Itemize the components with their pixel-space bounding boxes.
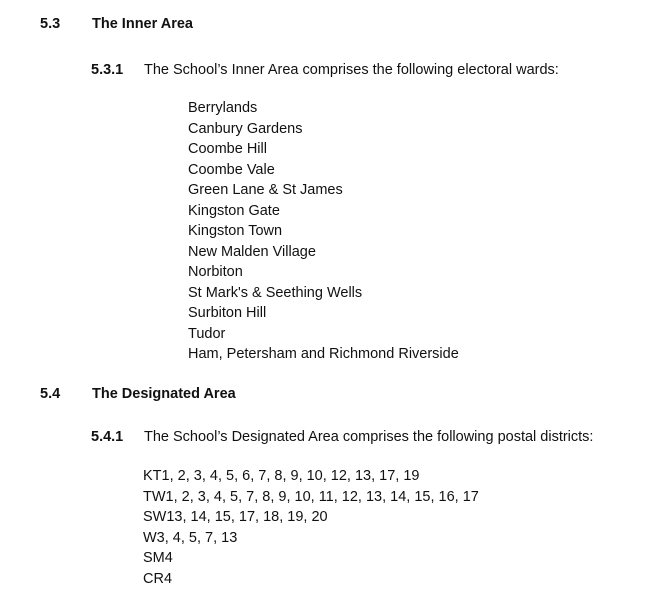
section-5-4-heading [40,386,236,402]
list-item: KT1, 2, 3, 4, 5, 6, 7, 8, 9, 10, 12, 13, 17, 19 [143,468,420,484]
section-title: The Inner Area [92,16,193,32]
list-item: Berrylands [188,100,258,116]
subsection-5-4-1 [91,429,593,445]
list-item: Coombe Vale [188,161,275,178]
postal-districts-list [143,466,479,589]
section-number: 5.3 [40,16,61,32]
list-item: Ham, Petersham and Richmond Riverside [188,346,459,362]
section-number: 5.4 [40,386,61,402]
list-item: Tudor [188,325,226,342]
list-item: CR4 [143,570,173,587]
list-item: Kingston Gate [188,202,280,219]
list-item: Surbiton Hill [188,305,267,321]
subsection-number: 5.4.1 [91,429,124,445]
section-title: The Designated Area [92,386,236,402]
list-item: St Mark's & Seething Wells [188,284,363,301]
electoral-wards-list [188,98,459,365]
list-item: Norbiton [188,264,243,280]
list-item: Kingston Town [188,223,283,239]
list-item: Coombe Hill [188,141,267,157]
subsection-text: The School’s Designated Area comprises the following postal districts: [144,429,594,445]
list-item: SW13, 14, 15, 17, 18, 19, 20 [143,509,328,525]
list-item: TW1, 2, 3, 4, 5, 7, 8, 9, 10, 11, 12, 13, 14, 15, 16, 17 [143,488,479,505]
list-item: W3, 4, 5, 7, 13 [143,529,238,546]
subsection-number: 5.3.1 [91,62,124,78]
list-item: Green Lane & St James [188,182,343,198]
list-item: New Malden Village [188,243,316,260]
subsection-5-3-1 [91,62,559,78]
subsection-text: The School’s Inner Area comprises the following electoral wards: [144,62,559,78]
list-item: Canbury Gardens [188,120,303,137]
section-5-3-heading [40,16,193,32]
list-item: SM4 [143,550,173,566]
